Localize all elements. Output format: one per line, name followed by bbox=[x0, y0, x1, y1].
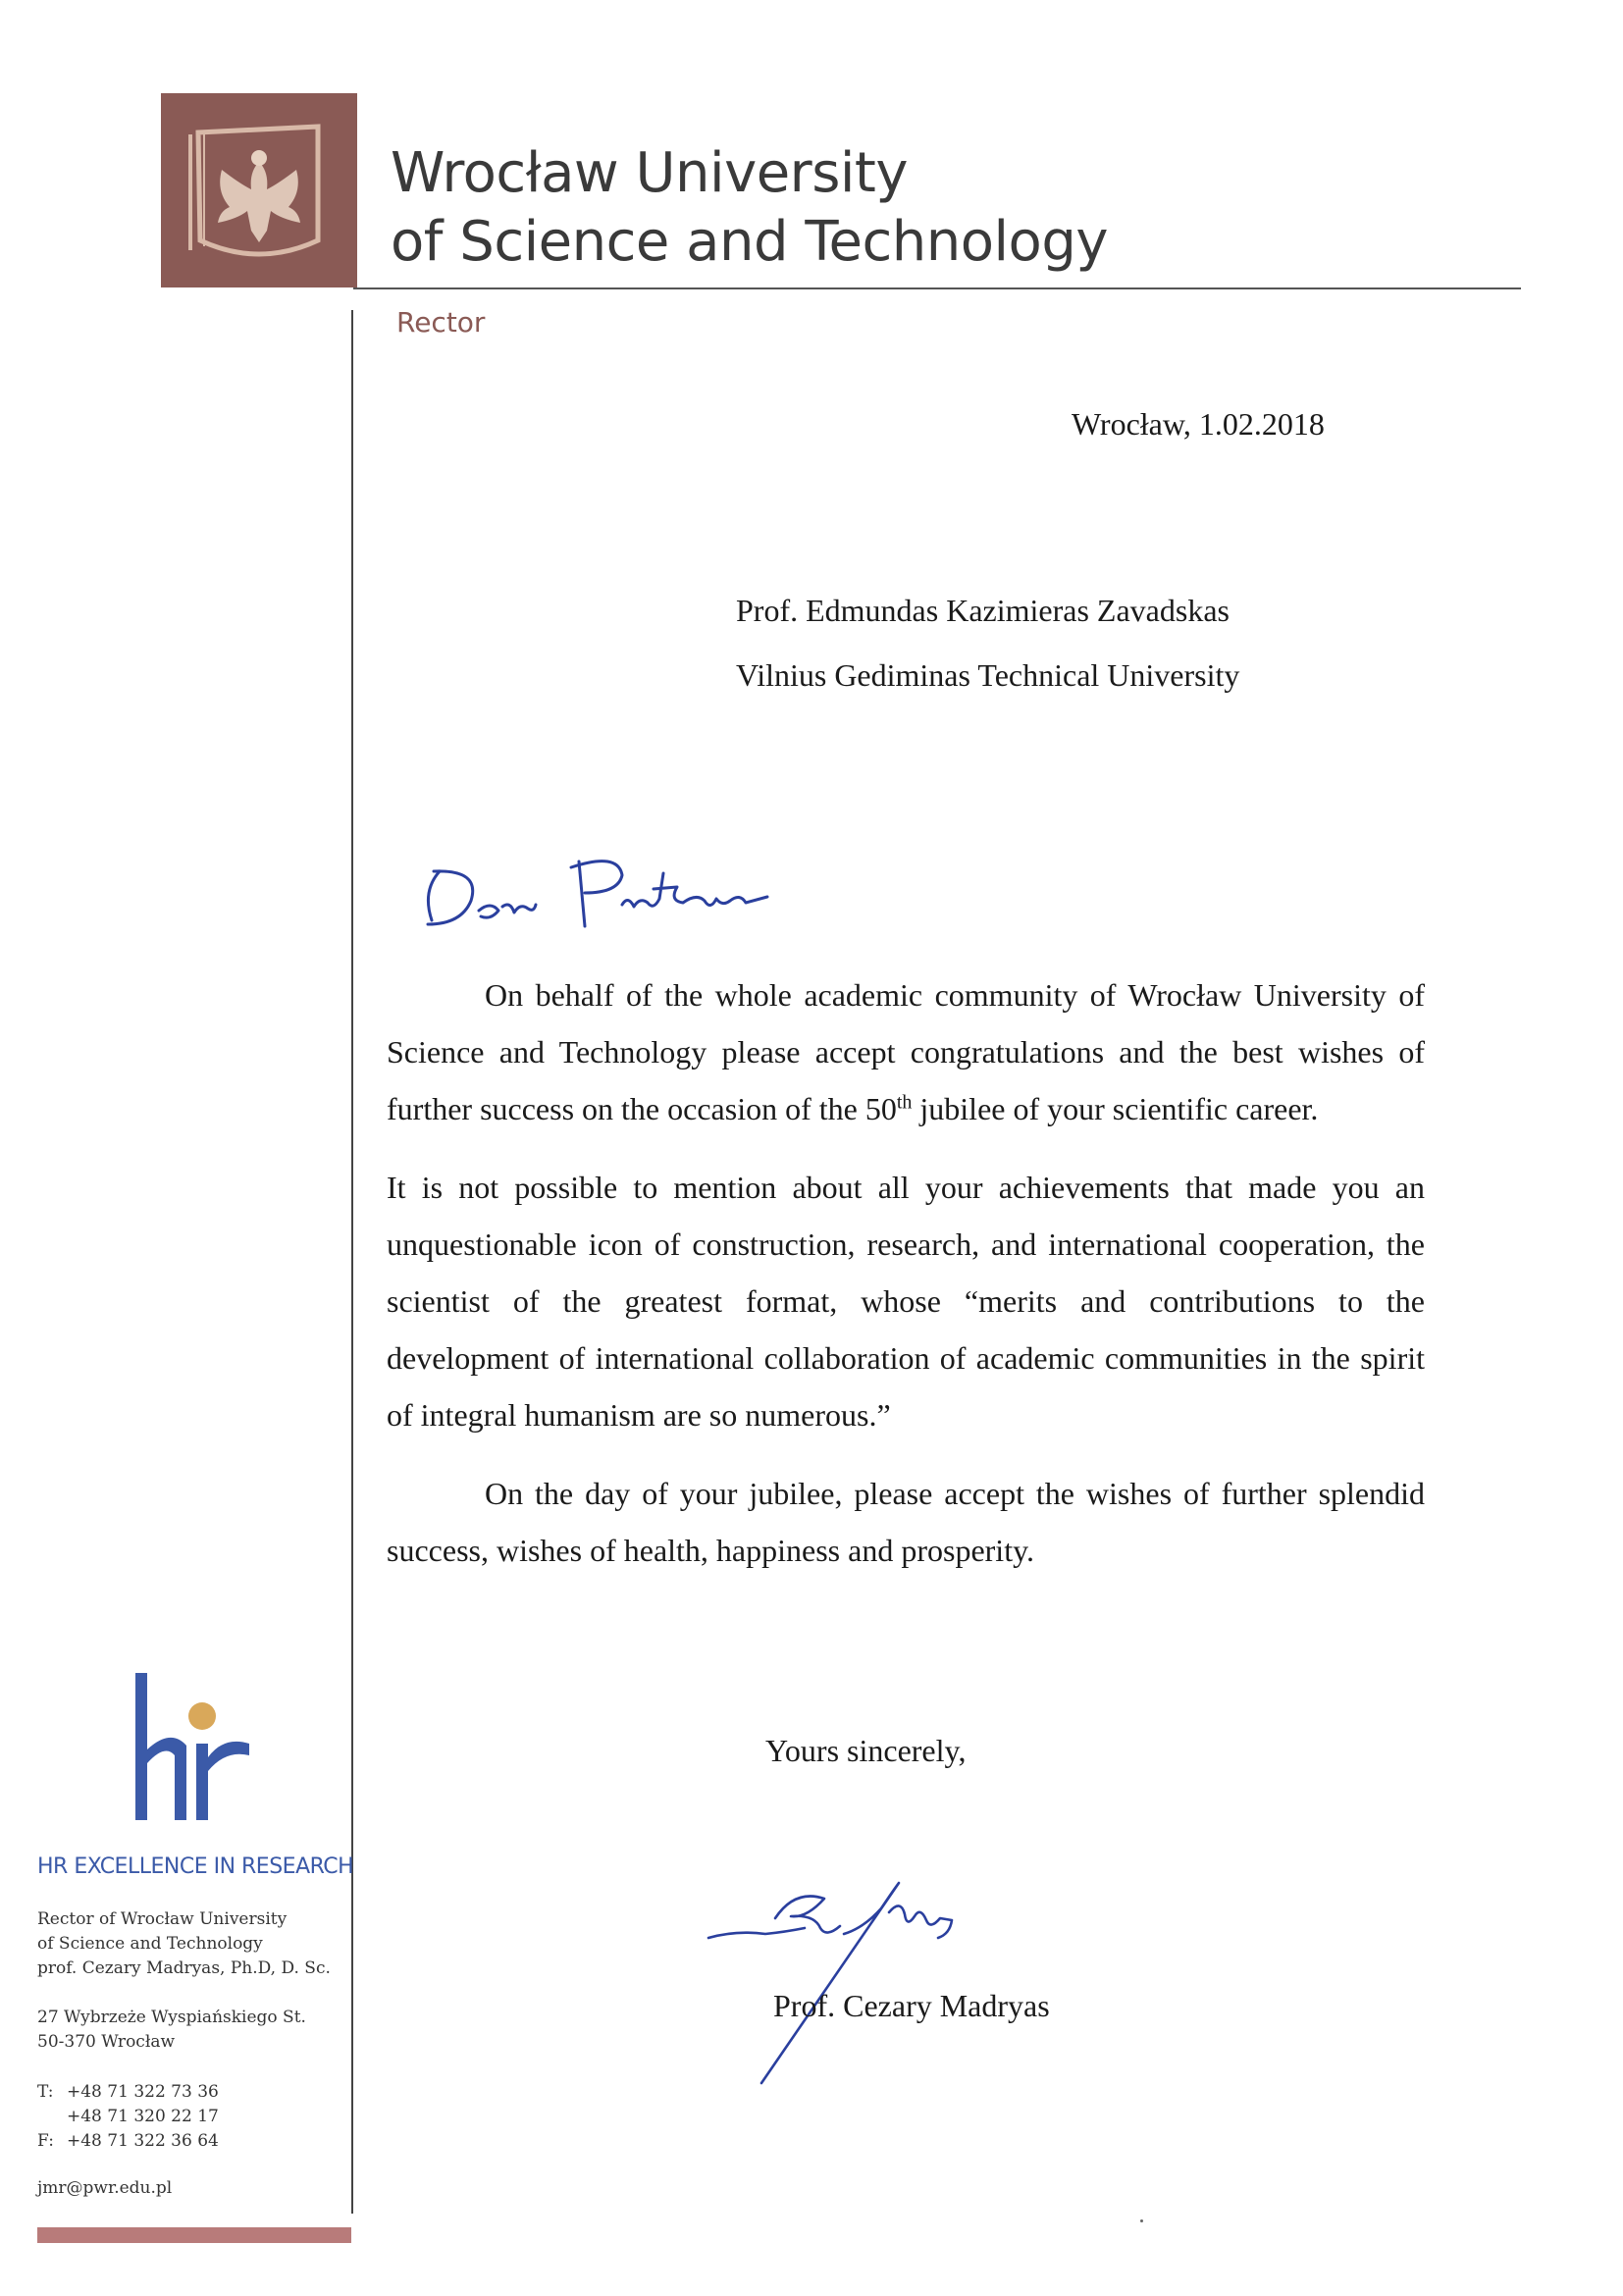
letter-date: Wrocław, 1.02.2018 bbox=[1072, 406, 1325, 442]
phone-row bbox=[37, 2105, 219, 2129]
phone-label: T: bbox=[37, 2082, 54, 2102]
rector-info bbox=[37, 1907, 331, 1981]
phone-number[interactable]: +48 71 320 22 17 bbox=[67, 2107, 219, 2126]
ordinal-suffix: th bbox=[896, 1091, 913, 1114]
paragraph-1-text-end: jubilee of your scientific career. bbox=[912, 1091, 1319, 1126]
email-link[interactable]: jmr@pwr.edu.pl bbox=[37, 2178, 173, 2198]
phone-row bbox=[37, 2080, 219, 2105]
rector-info-line: prof. Cezary Madryas, Ph.D, D. Sc. bbox=[37, 1958, 331, 1978]
paragraph-1 bbox=[387, 966, 1425, 1137]
university-name-line1: Wrocław University bbox=[391, 141, 909, 205]
handwritten-salutation bbox=[412, 842, 785, 940]
postal-address bbox=[37, 2006, 306, 2055]
phone-label bbox=[37, 2105, 67, 2129]
university-name-line2: of Science and Technology bbox=[391, 210, 1109, 274]
paragraph-2: It is not possible to mention about all your achievements that made you an unquestionable icon of construction, research, and international cooperation, the scientist of the greatest format, whose “merits and contributions to the development of international collaboration of academic communities in the spirit of integral humanism are so numerous.” bbox=[387, 1170, 1425, 1433]
hr-excellence-logo-icon bbox=[128, 1673, 255, 1820]
address-line: 27 Wybrzeże Wyspiańskiego St. bbox=[37, 2008, 306, 2027]
vertical-divider bbox=[351, 310, 353, 2214]
signatory-name: Prof. Cezary Madryas bbox=[773, 1988, 1050, 2023]
hr-excellence-tagline: HR EXCELLENCE IN RESEARCH bbox=[37, 1854, 354, 1879]
recipient-name: Prof. Edmundas Kazimieras Zavadskas bbox=[736, 593, 1230, 628]
paragraph-3: On the day of your jubilee, please accept the wishes of further splendid success, wishes of health, happiness and prosperity. bbox=[387, 1476, 1425, 1568]
fax-row bbox=[37, 2129, 219, 2154]
rector-info-line: Rector of Wrocław University bbox=[37, 1909, 288, 1929]
phone-number[interactable]: +48 71 322 73 36 bbox=[67, 2082, 219, 2102]
university-logo bbox=[161, 93, 357, 287]
office-subtitle: Rector bbox=[396, 306, 486, 339]
footer-bar bbox=[37, 2227, 351, 2243]
phone-numbers bbox=[37, 2080, 219, 2154]
signature-icon bbox=[697, 1869, 1030, 2085]
letter-body bbox=[387, 966, 1425, 1600]
fax-number[interactable]: +48 71 322 36 64 bbox=[67, 2131, 219, 2151]
header-divider bbox=[353, 287, 1521, 289]
scan-speck bbox=[1140, 2219, 1143, 2222]
recipient-institution: Vilnius Gediminas Technical University bbox=[736, 657, 1240, 693]
closing: Yours sincerely, bbox=[765, 1733, 967, 1768]
paragraph-1-text: On behalf of the whole academic community of Wrocław University of Science and Technology please accept congratulations and the best wishes of further success on the occasion of the 50 bbox=[387, 977, 1425, 1126]
address-line: 50-370 Wrocław bbox=[37, 2032, 176, 2052]
fax-label: F: bbox=[37, 2131, 54, 2151]
eagle-crest-icon bbox=[161, 93, 357, 287]
rector-info-line: of Science and Technology bbox=[37, 1934, 263, 1954]
